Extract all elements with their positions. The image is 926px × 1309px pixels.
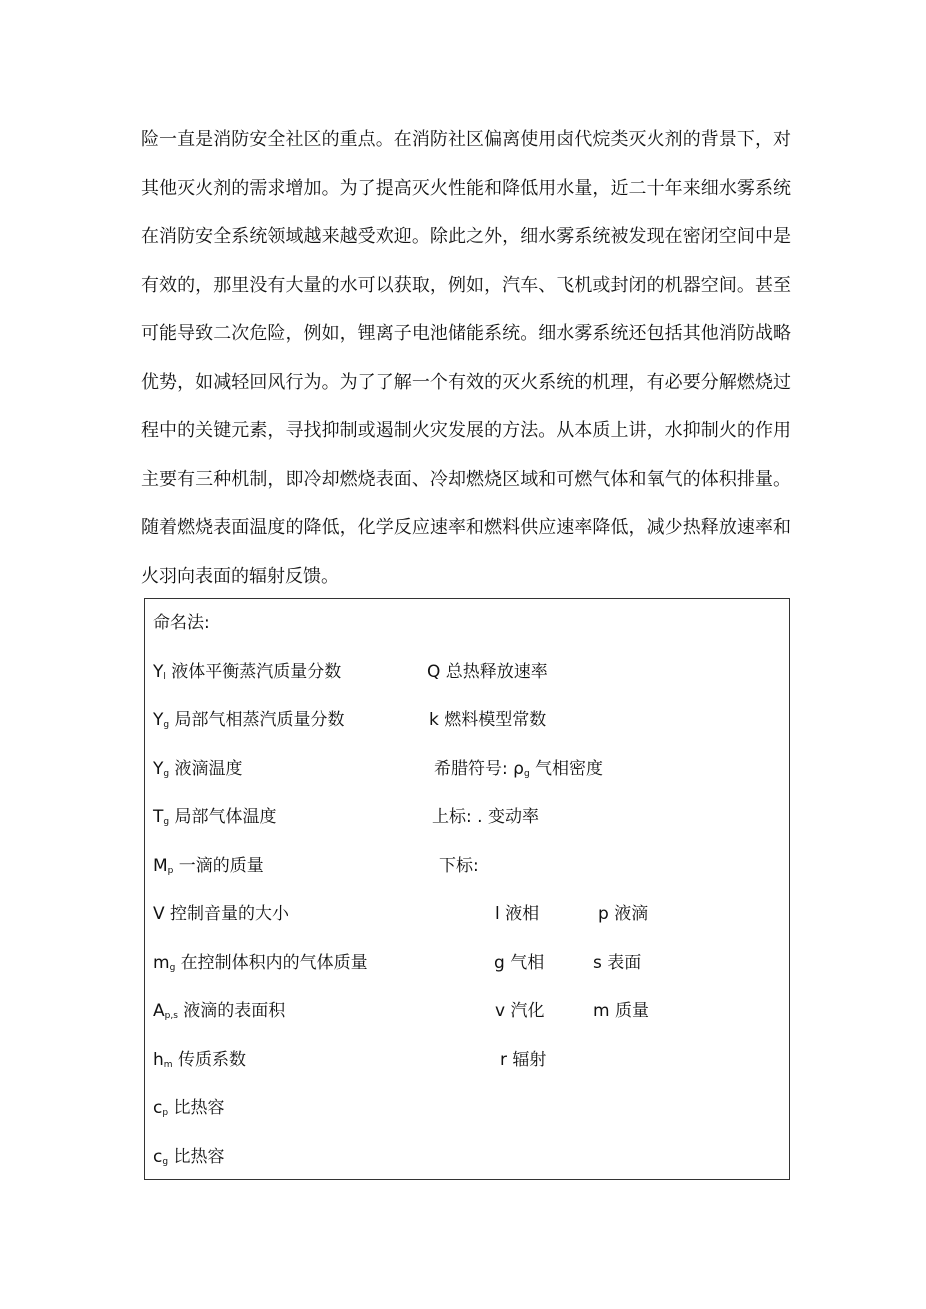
term-left	[153, 705, 345, 735]
subscript: p	[162, 1108, 169, 1118]
term-right: 上标: . 变动率	[432, 807, 539, 827]
symbol: h	[153, 1050, 164, 1070]
subscript: g	[163, 720, 170, 730]
nomenclature-row	[153, 1142, 781, 1172]
subscript: g	[169, 963, 176, 973]
nomenclature-title-text: 命名法:	[153, 613, 210, 633]
nomenclature-row	[153, 705, 781, 735]
term-left	[153, 754, 243, 784]
nomenclature-row	[153, 851, 781, 881]
subscript: g	[163, 817, 170, 827]
nomenclature-row	[153, 754, 781, 784]
definition: 液滴温度	[169, 759, 243, 779]
nomenclature-row	[153, 948, 781, 978]
nomenclature-title	[153, 608, 781, 638]
term-left	[153, 657, 341, 687]
symbol: c	[153, 1098, 163, 1118]
symbol: m	[153, 953, 170, 973]
term-left	[153, 802, 277, 832]
nomenclature-row	[153, 657, 781, 687]
subscript-droplet: p 液滴	[598, 904, 649, 924]
subscript: g	[163, 769, 170, 779]
nomenclature-box	[144, 598, 790, 1180]
definition: 局部气体温度	[169, 807, 277, 827]
subscript: g	[523, 769, 530, 779]
subscript-mass: m 质量	[593, 1001, 649, 1021]
subscript-vaporization: v 汽化	[495, 1001, 545, 1021]
subscript: m	[163, 1060, 173, 1070]
term-left	[153, 996, 285, 1026]
symbol: T	[153, 807, 164, 827]
body-paragraph: 险一直是消防安全社区的重点。在消防社区偏离使用卤代烷类灭火剂的背景下，对其他灭火剂的需求增加。为了提高灭火性能和降低用水量，近二十年来细水雾系统在消防安全系统领域越来越受欢迎。除此之外，细水雾系统被发现在密闭空间中是有效的，那里没有大量的水可以获取，例如，汽车、飞机或封闭的机器空间。甚至可能导致二次危险，例如，锂离子电池储能系统。细水雾系统还包括其他消防战略优势，如减轻回风行为。为了了解一个有效的灭火系统的机理，有必要分解燃烧过程中的关键元素，寻找抑制或遏制火灾发展的方法。从本质上讲，水抑制火的作用主要有三种机制，即冷却燃烧表面、冷却燃烧区域和可燃气体和氧气的体积排量。随着燃烧表面温度的降低，化学反应速率和燃料供应速率降低，减少热释放速率和火羽向表面的辐射反馈。	[141, 129, 791, 587]
term-left	[153, 851, 264, 881]
subscript-liquid: l 液相	[495, 904, 540, 924]
definition: 液体平衡蒸汽质量分数	[165, 662, 342, 682]
term-right: k 燃料模型常数	[429, 710, 547, 730]
symbol: c	[153, 1147, 163, 1167]
definition: 液滴的表面积	[177, 1001, 286, 1021]
nomenclature-row	[153, 996, 781, 1026]
subscript: l	[163, 672, 166, 682]
nomenclature-row	[153, 1045, 781, 1075]
nomenclature-row	[153, 899, 781, 929]
greek-label: 希腊符号: ρ	[434, 759, 524, 779]
subscript-radiation: r 辐射	[500, 1050, 547, 1070]
nomenclature-row	[153, 1093, 781, 1123]
term-left	[153, 948, 368, 978]
nomenclature-row	[153, 802, 781, 832]
definition: 传质系数	[172, 1050, 246, 1070]
definition: 局部气相蒸汽质量分数	[169, 710, 345, 730]
definition: 比热容	[168, 1098, 225, 1118]
definition: 在控制体积内的气体质量	[175, 953, 368, 973]
term-right: Q 总热释放速率	[427, 662, 548, 682]
term-left	[153, 1093, 224, 1123]
subscript: g	[162, 1157, 169, 1167]
subscript-gas: g 气相	[494, 953, 545, 973]
subscript-surface: s 表面	[593, 953, 642, 973]
symbol: Y	[153, 759, 164, 779]
term-right	[434, 754, 603, 784]
term-left	[153, 1045, 246, 1075]
term-left	[153, 1142, 224, 1172]
definition: 气相密度	[529, 759, 604, 779]
term-right: 下标:	[439, 856, 479, 876]
definition: 一滴的质量	[173, 856, 264, 876]
symbol: A	[153, 1001, 165, 1021]
symbol: Y	[153, 710, 164, 730]
definition: 比热容	[168, 1147, 225, 1167]
symbol: M	[153, 856, 168, 876]
symbol: Y	[153, 662, 164, 682]
subscript: p	[167, 866, 174, 876]
term-left: V 控制音量的大小	[153, 904, 290, 924]
subscript: p,s	[164, 1011, 178, 1021]
